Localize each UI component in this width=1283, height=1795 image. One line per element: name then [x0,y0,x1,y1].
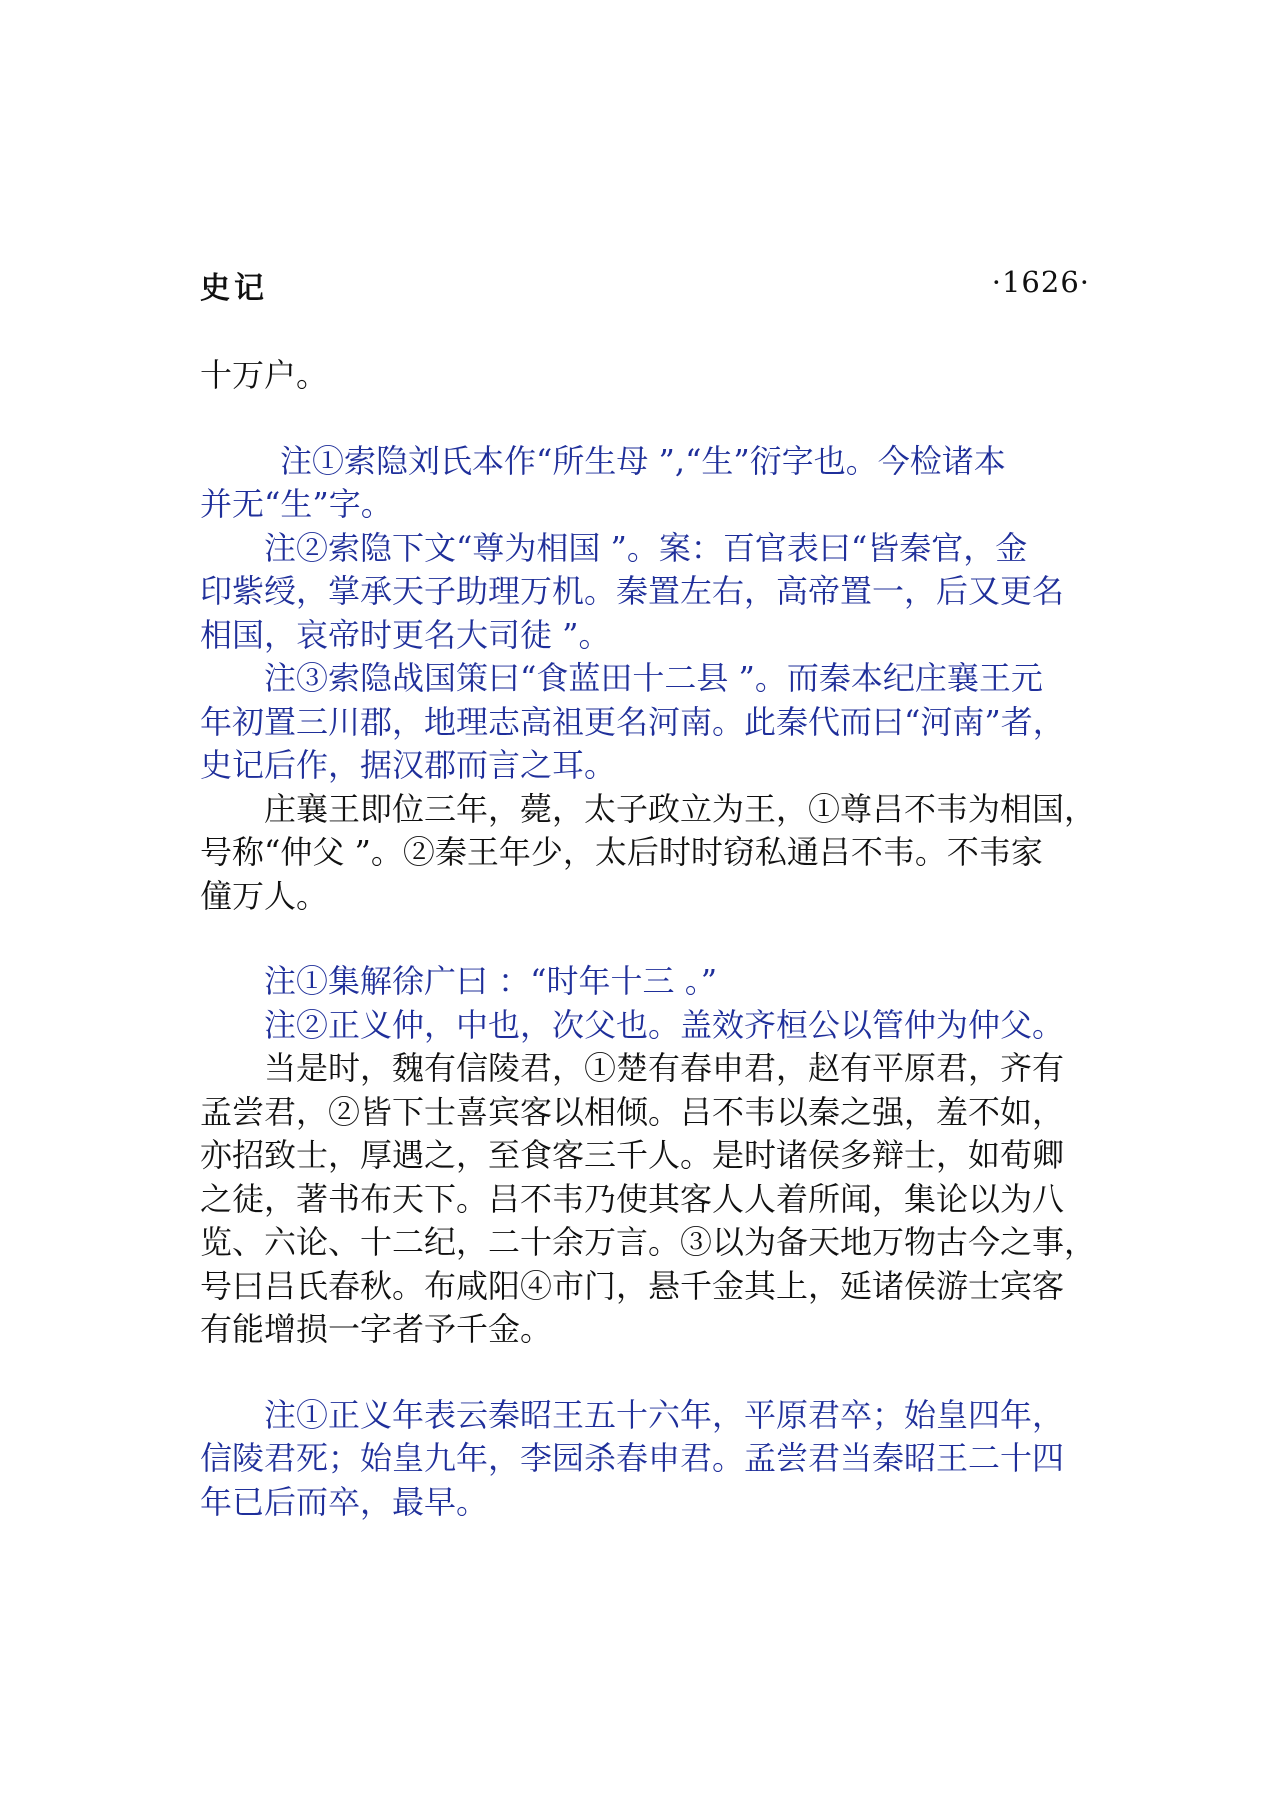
book-title: 史记 [200,271,268,306]
main-paragraph-3 [200,1047,1100,1352]
text-line: 注①正义年表云秦昭王五十六年，平原君卒；始皇四年， [264,1395,1065,1434]
text-line: 僮万人。 [200,876,329,915]
text-line: 孟尝君，②皆下士喜宾客以相倾。吕不韦以秦之强，羞不如， [200,1092,1065,1131]
text-line: 十万户。 [200,356,329,394]
text-line: 史记后作，据汉郡而言之耳。 [200,746,617,784]
text-line: 有能增损一字者予千金。 [200,1310,553,1348]
note-paragraph-6 [200,1394,1100,1525]
note-paragraph-2 [200,527,1100,658]
text-line: 注①索隐刘氏本作“所生母 ”,“生”衍字也。今检诸本 [280,441,1006,480]
text-line: 庄襄王即位三年，薨，太子政立为王，①尊吕不韦为相国， [264,789,1097,828]
text-line: 相国，哀帝时更名大司徒 ”。 [200,615,611,654]
text-line: 注①集解徐广曰 ：“时年十三 。” [264,962,718,1000]
text-line: 注②索隐下文“尊为相国 ”。案：百官表曰“皆秦官，金 [264,528,1028,567]
text-line: 当是时，魏有信陵君，①楚有春申君，赵有平原君，齐有 [264,1049,1065,1087]
text-line: 号曰吕氏春秋。布咸阳④市门，悬千金其上，延诸侯游士宾客 [200,1266,1065,1305]
page-header [200,263,1090,307]
text-line: 号称“仲父 ”。②秦王年少，太后时时窃私通吕不韦。不韦家 [200,833,1043,871]
page-number: ·1626· [991,265,1090,299]
note-paragraph-4 [200,960,1100,1004]
text-line: 年已后而卒，最早。 [200,1482,489,1521]
note-paragraph-5 [200,1004,1100,1048]
text-line: 印紫绶，掌承天子助理万机。秦置左右，高帝置一，后又更名 [200,572,1065,610]
text-line: 览、六论、十二纪，二十余万言。③以为备天地万物古今之事， [200,1223,1097,1261]
text-line: 信陵君死；始皇九年，李园杀春申君。孟尝君当秦昭王二十四 [200,1439,1065,1477]
text-line: 年初置三川郡，地理志高祖更名河南。此秦代而曰“河南”者， [200,702,1065,741]
note-paragraph-3 [200,657,1100,788]
text-line: 之徒，著书布天下。吕不韦乃使其客人人着所闻，集论以为八 [200,1179,1065,1218]
main-paragraph-2 [200,788,1100,919]
text-line: 亦招致士，厚遇之，至食客三千人。是时诸侯多辩士，如荀卿 [200,1136,1065,1174]
note-paragraph-1 [200,440,1100,527]
text-line: 并无“生”字。 [200,485,393,523]
page-body [200,354,1100,1524]
text-line: 注②正义仲，中也，次父也。盖效齐桓公以管仲为仲父。 [264,1005,1065,1044]
main-paragraph-1 [200,354,1100,398]
text-line: 注③索隐战国策曰“食蓝田十二县 ”。而秦本纪庄襄王元 [264,659,1043,697]
